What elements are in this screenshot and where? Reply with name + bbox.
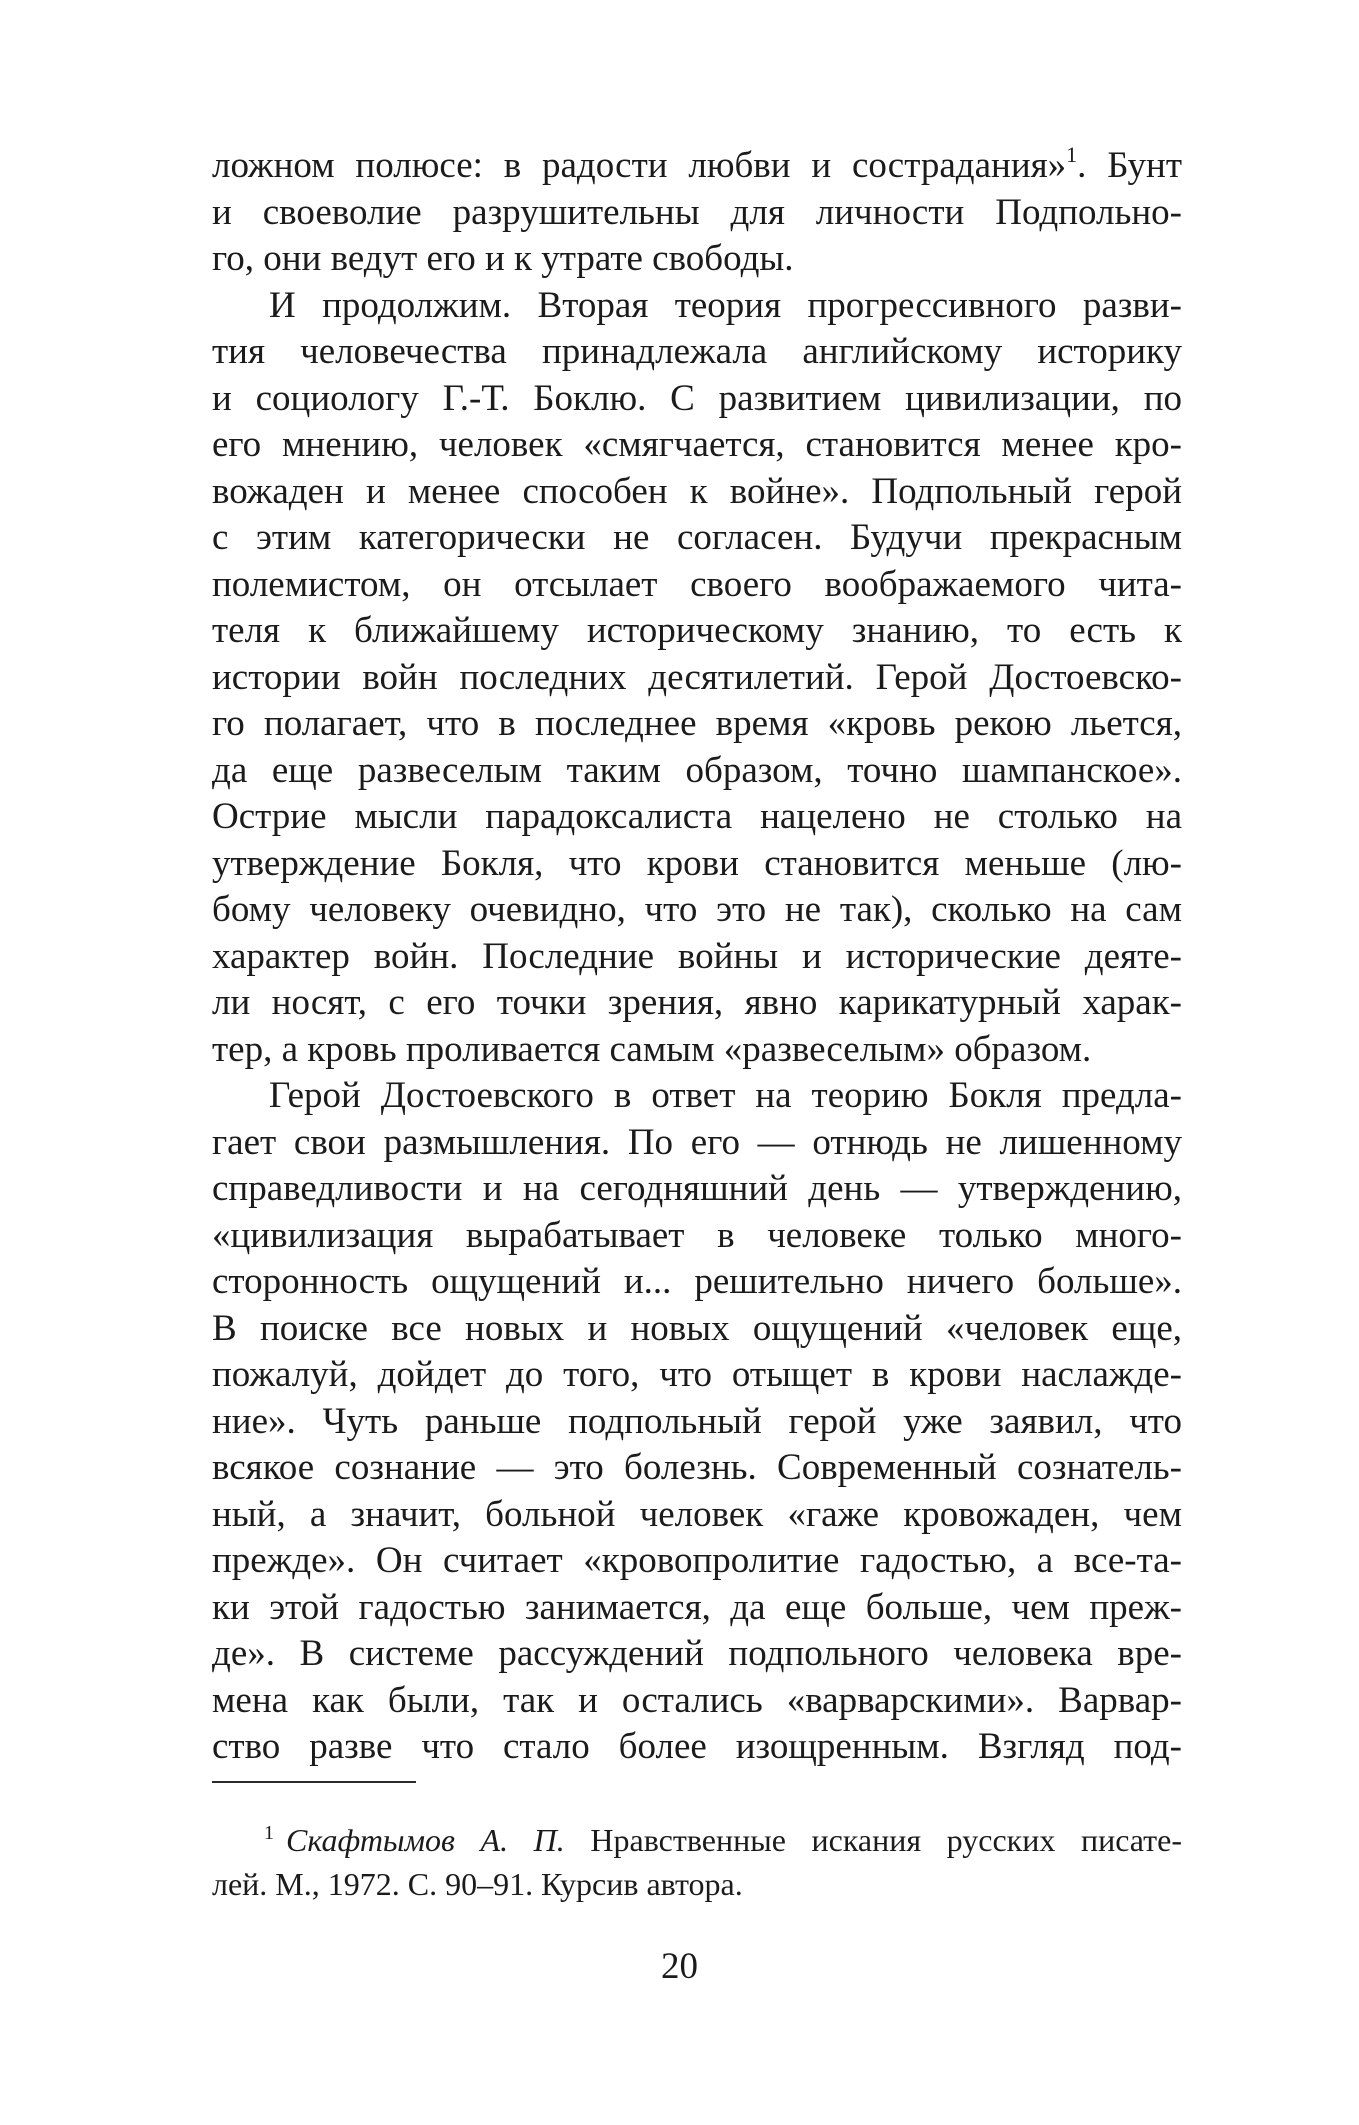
text-line-content: да еще развеселым таким образом, точно шампанское». [212,749,1182,791]
text-line-content: истории войн последних десятилетий. Герой Достоевско- [212,656,1182,698]
text-line [212,1166,1182,1213]
text-line-content: теля к ближайшему историческому знанию, то есть к [212,610,1182,651]
text-line [212,515,1182,562]
text-line [212,1073,1182,1120]
text-line [212,1213,1182,1260]
page-number: 20 [661,1946,698,1987]
text-line-content: с этим категорически не согласен. Будучи прекрасным [212,517,1182,558]
text-line-content: пожалуй, дойдет до того, что отыщет в крови наслажде- [212,1354,1182,1395]
text-line [212,1027,1182,1074]
text-line-content: тер, а кровь проливается самым «развеселым» образом. [212,1028,1092,1070]
text-line-content: бому человеку очевидно, что это не так), сколько на сам [212,889,1182,930]
text-line [212,1538,1182,1585]
text-line-continuation: . Бунт [1077,145,1183,186]
text-line-content: гает свои размышления. По его — отнюдь не лишенному [212,1121,1182,1163]
text-line [212,1120,1182,1167]
text-line [212,1306,1182,1353]
text-line-content: ли носят, с его точки зрения, явно карикатурный харак- [212,982,1182,1023]
text-line [212,748,1182,795]
text-line-content: его мнению, человек «смягчается, становится менее кро- [212,424,1182,465]
text-line [212,934,1182,981]
text-line [212,469,1182,516]
text-line [212,701,1182,748]
footnote-text: Нравственные искания русских писате- [564,1822,1182,1858]
text-line [212,1631,1182,1678]
text-line-content: характер войн. Последние войны и исторические деяте- [212,935,1182,977]
text-line-content: справедливости и на сегодняшний день — утверждению, [212,1168,1182,1209]
text-line [212,376,1182,423]
text-line-content: ние». Чуть раньше подпольный герой уже заявил, что [212,1400,1182,1442]
text-line-content: В поиске все новых и новых ощущений «человек еще, [212,1307,1182,1349]
text-line [212,190,1182,237]
text-line [212,236,1182,283]
footnote-author: Скафтымов А. П. [286,1822,565,1858]
text-line [212,655,1182,702]
text-line-content: прежде». Он считает «кровопролитие гадостью, а все-та- [212,1540,1182,1581]
text-line-content: И продолжим. Вторая теория прогрессивного разви- [269,284,1182,326]
footnote-marker: 1 [264,1822,274,1844]
text-line-content: Острие мысли парадоксалиста нацелено не столько на [212,796,1182,837]
footnote-reference: 1 [1066,142,1078,167]
text-line-content: ный, а значит, больной человек «гаже кровожаден, чем [212,1493,1182,1535]
text-line [212,1678,1182,1725]
footnote-line [212,1818,1182,1862]
text-line [212,794,1182,841]
text-line-content: сторонность ощущений и... решительно ничего больше». [212,1261,1182,1302]
text-line [212,1445,1182,1492]
text-line [212,1585,1182,1632]
text-line [212,1492,1182,1539]
text-line [212,283,1182,330]
text-line-content: го полагает, что в последнее время «кровь рекою льется, [212,703,1182,744]
text-line-content: Герой Достоевского в ответ на теорию Бокля предла- [269,1075,1182,1116]
text-line-content: ство разве что стало более изощренным. Взгляд под- [212,1726,1182,1767]
text-line [212,1724,1182,1771]
body-text [212,143,1182,1771]
text-line-content: «цивилизация вырабатывает в человеке только много- [212,1214,1182,1256]
text-line [212,1352,1182,1399]
text-line-content: вожаден и менее способен к войне». Подпольный герой [212,470,1182,512]
text-line [212,841,1182,888]
text-line [212,887,1182,934]
text-line [212,608,1182,655]
text-line [212,562,1182,609]
text-line [212,1259,1182,1306]
text-line [212,980,1182,1027]
text-line-content: и социологу Г.-Т. Боклю. С развитием цивилизации, по [212,377,1182,419]
text-line [212,143,1182,190]
text-line-content: тия человечества принадлежала английскому историку [212,331,1182,372]
text-line-content: и своеволие разрушительны для личности Подпольно- [212,191,1182,233]
text-line [212,1399,1182,1446]
text-line-content: ки этой гадостью занимается, да еще больше, чем преж- [212,1586,1182,1628]
text-line [212,329,1182,376]
text-line-content: мена как были, так и остались «варварскими». Варвар- [212,1679,1182,1721]
text-line-content: ложном полюсе: в радости любви и сострадания» [212,145,1067,186]
text-line-content: де». В системе рассуждений подпольного человека вре- [212,1633,1182,1674]
text-line-content: полемистом, он отсылает своего воображаемого чита- [212,563,1182,605]
text-line [212,422,1182,469]
footnote-divider [212,1781,416,1783]
text-line-content: утверждение Бокля, что крови становится меньше (лю- [212,842,1182,884]
text-line-content: всякое сознание — это болезнь. Современный сознатель- [212,1447,1182,1488]
footnotes [212,1818,1182,1906]
text-line-content: го, они ведут его и к утрате свободы. [212,238,794,279]
footnote-line: лей. М., 1972. С. 90–91. Курсив автора. [212,1866,743,1902]
